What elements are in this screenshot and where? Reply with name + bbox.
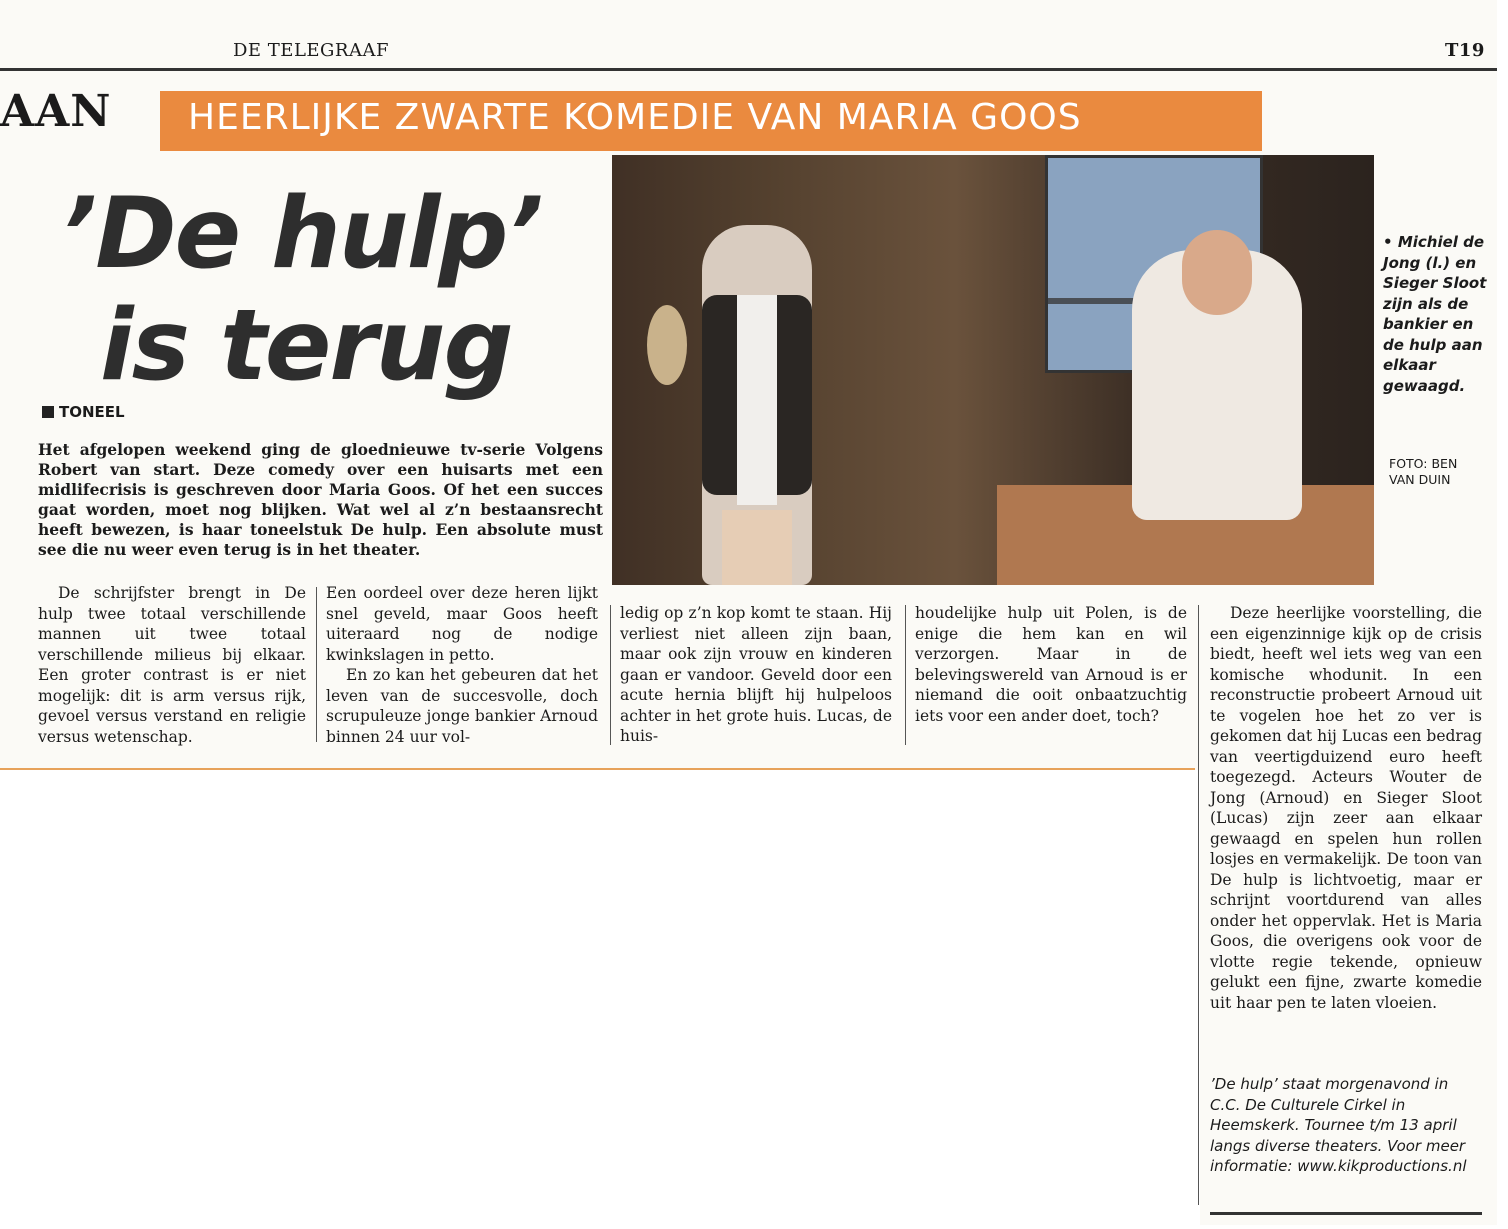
body-column-4: [915, 603, 1187, 726]
banner: [160, 91, 1262, 151]
body-column-3: [620, 603, 892, 747]
headline-line-2: is terug: [100, 289, 512, 403]
photo-caption: • Michiel de Jong (l.) en Sieger Sloot zijn als de bankier en de hulp aan elkaar gewaagd.: [1383, 233, 1487, 395]
photo-prop: [647, 305, 687, 385]
column-divider: [905, 605, 906, 745]
body-paragraph: De schrijfster brengt in De hulp twee totaal verschillende mannen uit twee totaal verschillende milieus bij elkaar. Een groter contrast is er niet mogelijk: dit is arm versus rijk, gevoel versus verstand en religie versus wetenschap.: [38, 584, 306, 746]
lead-paragraph: Het afgelopen weekend ging de gloednieuwe tv-serie Volgens Robert van start. Deze comedy over een huisarts met een midlifecrisis is geschreven door Maria Goos. Of het een succes gaat worden, moet nog blijken. Wat wel al z’n bestaansrecht heeft bewezen, is haar toneelstuk De hulp. Een absolute must see die nu weer even terug is in het theater.: [38, 440, 603, 559]
body-paragraph: houdelijke hulp uit Polen, is de enige die hem kan en wil verzorgen. Maar in de belevingswereld van Arnoud is er niemand die ooit onbaatzuchtig iets voor een ander doet, toch?: [915, 604, 1187, 725]
photo-caption-text: Michiel de Jong (l.) en Sieger Sloot zijn als de bankier en de hulp aan elkaar gewaagd.: [1383, 233, 1487, 395]
column-divider: [316, 587, 317, 742]
body-paragraph: ledig op z’n kop komt te staan. Hij verliest niet alleen zijn baan, maar ook zijn vrouw en kinderen gaan er vandoor. Geveld door een acute hernia blijft hij hulpeloos achter in het grote huis. Lucas, de huis-: [620, 604, 892, 745]
body-paragraph: Deze heerlijke voorstelling, die een eigenzinnige kijk op de crisis biedt, heeft wel iets weg van een komische whodunit. In een reconstructie probeert Arnoud uit te vogelen hoe het zo ver is gekomen dat hij Lucas een bedrag van veertigduizend euro heeft toegezegd. Acteurs Wouter de Jong (Arnoud) en Sieger Sloot (Lucas) zijn zeer aan elkaar gewaagd en spelen hun rollen losjes en vermakelijk. De toon van De hulp is lichtvoetig, maar er schrijnt voortdurend van alles onder het oppervlak. Het is Maria Goos, die overigens ook voor de vlotte regie tekende, opnieuw gelukt een fijne, zwarte komedie uit haar pen te laten vloeien.: [1210, 604, 1482, 1012]
body-column-2: [326, 583, 598, 747]
newspaper-name: DE TELEGRAAF: [233, 40, 389, 61]
page-number: T19: [1445, 40, 1485, 61]
banner-text: HEERLIJKE ZWARTE KOMEDIE VAN MARIA GOOS: [188, 97, 1082, 138]
article-photo: [612, 155, 1374, 585]
kicker-square-icon: [42, 406, 54, 418]
photo-credit: FOTO: BEN VAN DUIN: [1389, 456, 1458, 487]
body-paragraph: Een oordeel over deze heren lijkt snel geveld, maar Goos heeft uiteraard nog de nodige kwinkslagen in petto.: [326, 584, 598, 664]
bottom-rule: [1210, 1212, 1482, 1215]
masthead-rule: [0, 68, 1497, 71]
headline-line-1: ’De hulp’: [60, 177, 542, 291]
show-info: ’De hulp’ staat morgenavond in C.C. De Culturele Cirkel in Heemskerk. Tournee t/m 13 april langs diverse theaters. Voor meer informatie: www.kikproductions.nl: [1210, 1075, 1467, 1175]
kicker-label: TONEEL: [59, 403, 125, 421]
kicker: [42, 403, 125, 421]
body-column-5: [1210, 603, 1482, 1013]
photo-actor-right: [1132, 250, 1302, 520]
column-divider: [1198, 605, 1199, 1205]
body-column-1: [38, 583, 306, 747]
photo-actor-left: [702, 225, 812, 585]
section-tag: AAN: [0, 86, 112, 137]
clipping-edge: [0, 768, 1195, 770]
column-divider: [610, 605, 611, 745]
body-paragraph: En zo kan het gebeuren dat het leven van de succesvolle, doch scrupuleuze jonge bankier Arnoud binnen 24 uur vol-: [326, 666, 598, 746]
